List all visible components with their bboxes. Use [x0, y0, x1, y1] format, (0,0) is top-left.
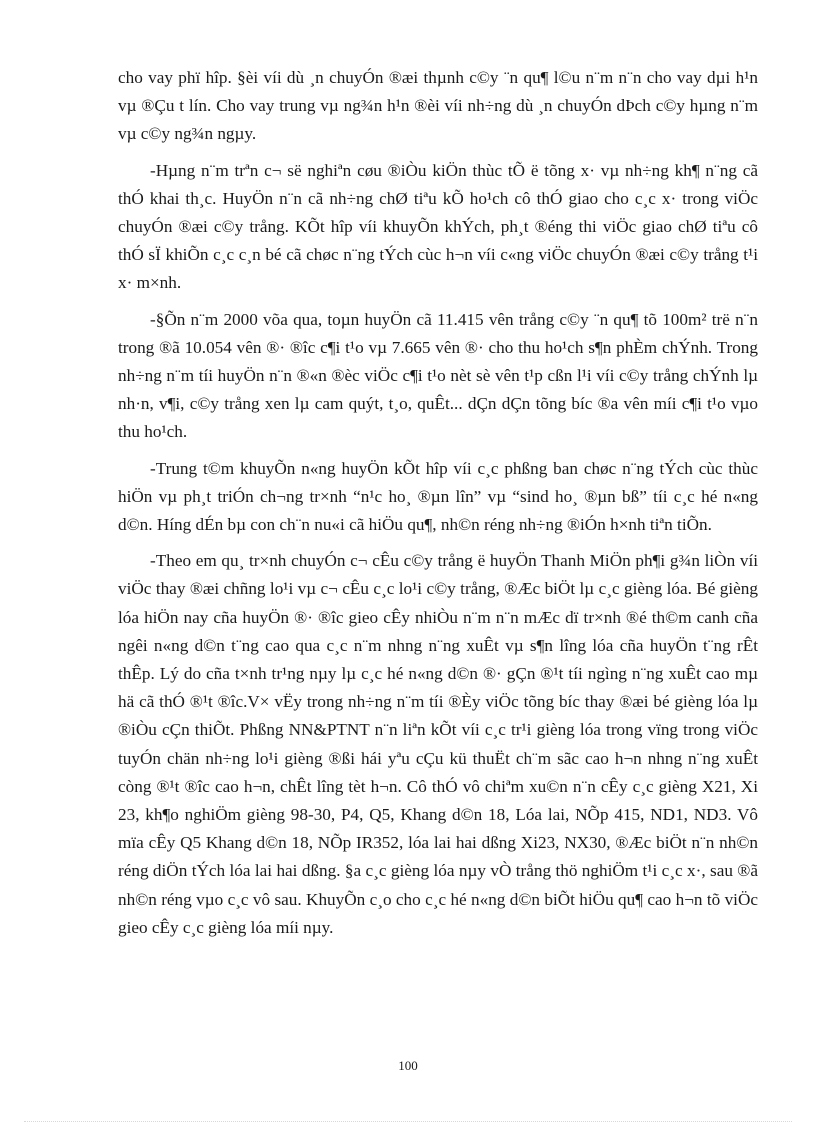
paragraph-4: -Trung t©m khuyÕn n«ng huyÖn kÕt hîp víi c¸c phßng ban chøc n¨ng tÝch cùc thùc hiÖn vµ ph¸t triÓn ch¬ng tr×nh “n¹c ho¸ ®µn lîn” vµ “sind ho¸ ®µn bß” tíi c¸c hé n«ng d©n. Híng dÉn bµ con ch¨n nu«i cã hiÖu qu¶, nh©n réng nh÷ng ®iÓn h×nh tiªn tiÕn. — [118, 458, 758, 535]
paragraph-3: -§Õn n¨m 2000 võa qua, toµn huyÖn cã 11.415 vên trång c©y ¨n qu¶ tõ 100m² trë n¨n trong ®ã 10.054 vên ®· ®îc c¶i t¹o vµ 7.665 vên ®· cho thu ho¹ch s¶n phÈm chÝnh. Trong nh÷ng n¨m tíi huyÖn n¨n ®«n ®èc viÖc c¶i t¹o nèt sè vên t¹p cßn l¹i víi c©y trång chÝnh lµ nh·n, v¶i, c©y trång xen lµ cam quýt, t¸o, quÊt... dÇn dÇn tõng bíc ®a vên míi c¶i t¹o vµo thu ho¹ch. — [118, 309, 758, 442]
paragraph-1: cho vay phï hîp. §èi víi dù ¸n chuyÓn ®æi thµnh c©y ¨n qu¶ l©u n¨m n¨n cho vay dµi h¹n vµ ®Çu t lín. Cho vay trung vµ ng¾n h¹n ®èi víi nh÷ng dù ¸n chuyÓn dÞch c©y hµng n¨m vµ c©y ng¾n ngµy. — [118, 68, 758, 144]
paragraph-5: -Theo em qu¸ tr×nh chuyÓn c¬ cÊu c©y trång ë huyÖn Thanh MiÖn ph¶i g¾n liÒn víi viÖc thay ®æi chñng lo¹i vµ c¬ cÊu c¸c lo¹i c©y trång, ®Æc biÖt lµ c¸c gièng lóa. Bé gièng lóa hiÖn nay cña huyÖn ®· ®îc gieo cÊy nhiÒu n¨m n¨n mÆc dï tr×nh ®é th©m canh cña ngêi n«ng d©n t¨ng cao qua c¸c n¨m nhng n¨ng xuÊt vµ s¶n lîng lóa cña huyÖn t¨ng rÊt thÊp. Lý do cña t×nh tr¹ng nµy lµ c¸c hé n«ng d©n ®· gÇn ®¹t tíi ngìng n¨ng xuÊt cao mµ hä cã thÓ ®¹t ®îc.V× vËy trong nh÷ng n¨m tíi ®Èy viÖc tõng bíc thay ®æi bé gièng lóa lµ ®iÒu cÇn thiÕt. Phßng NN&PTNT n¨n liªn kÕt víi c¸c tr¹i gièng lóa trong vïng trong viÖc tuyÓn chän nh÷ng lo¹i gièng ®ßi hái yªu cÇu kü thuËt ch¨m sãc cao h¬n nhng n¨ng xuÊt còng ®¹t ®îc cao h¬n, chÊt lîng tèt h¬n. Cô thÓ vô chiªm xu©n n¨n cÊy c¸c gièng X21, Xi 23, kh¶o nghiÖm gièng 98-30, P4, Q5, Khang d©n 18, Lóa lai, NÕp 415, ND1, ND3. Vô mïa cÊy Q5 Khang d©n 18, NÕp IR352, lóa lai hai dßng Xi23, NX30, ®Æc biÖt n¨n nh©n réng diÖn tÝch lóa lai hai dßng. §a c¸c gièng lóa nµy vÒ trång thö nghiÖm t¹i c¸c x·, sau ®ã nh©n réng vµo c¸c vô sau. KhuyÕn c¸o cho c¸c hé n«ng d©n biÕt hiÖu qu¶ cao h¬n tõ viÖc gieo cÊy c¸c gièng lóa míi nµy. — [118, 551, 758, 937]
paragraph-2: -Hµng n¨m trªn c¬ së nghiªn cøu ®iÒu kiÖn thùc tÕ ë tõng x· vµ nh÷ng kh¶ n¨ng cã thÓ khai th¸c. HuyÖn n¨n cã nh÷ng chØ tiªu kÕ ho¹ch cô thÓ giao cho c¸c x· trong viÖc chuyÓn ®æi c©y trång. KÕt hîp víi khuyÕn khÝch, ph¸t ®éng thi viÖc giao chØ tiªu cô thÓ sÏ khiÕn c¸c c¸n bé cã chøc n¨ng tÝch cùc h¬n víi c«ng viÖc chuyÓn ®æi c©y trång t¹i x· m×nh. — [118, 160, 758, 293]
page-bottom-edge — [24, 1121, 792, 1122]
page-number: 100 — [398, 1058, 418, 1073]
document-body — [118, 64, 758, 950]
